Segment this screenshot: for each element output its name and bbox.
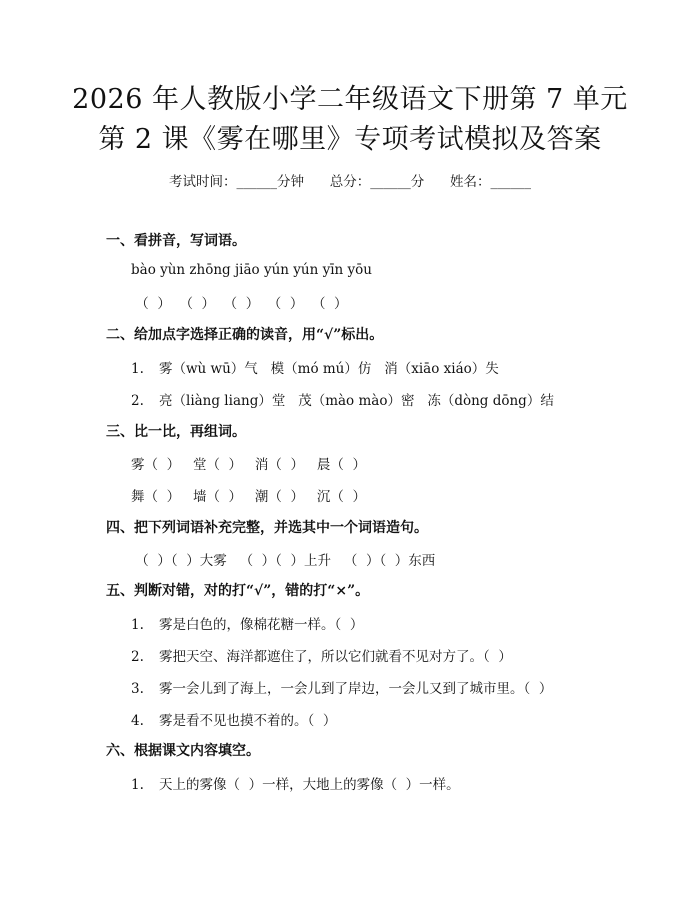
section-6-heading: 六、根据课文内容填空。 (106, 743, 260, 759)
item-text: 雾把天空、海洋都遮住了，所以它们就看不见对方了。（ ） (159, 649, 512, 665)
item-text: 雾是看不见也摸不着的。（ ） (159, 713, 337, 729)
section-3-heading: 三、比一比，再组词。 (106, 424, 246, 440)
item-number: 3. (131, 681, 144, 697)
section-5-item-1 (131, 613, 363, 633)
section-1-heading: 一、看拼音，写词语。 (106, 233, 246, 249)
section-1-blanks: （ ） （ ） （ ） （ ） （ ） (131, 296, 348, 312)
item-text: 雾一会儿到了海上，一会儿到了岸边，一会儿又到了城市里。（ ） (159, 681, 553, 697)
section-2-heading: 二、给加点字选择正确的读音，用“√”标出。 (106, 327, 384, 343)
item-number: 2. (131, 393, 144, 409)
item-number: 2. (131, 649, 144, 665)
item-text: 亮（liàng liang）堂 茂（mào mào）密 冻（dòng dōng）结 (159, 393, 554, 409)
section-4-row: （ ）（ ）大雾 （ ）（ ）上升 （ ）（ ）东西 (131, 553, 436, 569)
page-title-line1: 2026 年人教版小学二年级语文下册第 7 单元 (72, 84, 628, 115)
exam-info: 考试时间：______分钟 总分：______分 姓名：______ (169, 174, 531, 190)
item-text: 天上的雾像（ ）一样，大地上的雾像（ ）一样。 (159, 777, 460, 793)
section-2-item-2 (131, 389, 554, 409)
section-5-item-4 (131, 709, 336, 729)
item-number: 1. (131, 777, 144, 793)
section-5-item-3 (131, 677, 552, 697)
section-3-row-2: 舞（ ） 墙（ ） 潮（ ） 沉（ ） (131, 489, 366, 505)
section-5-heading: 五、判断对错，对的打“√”，错的打“×”。 (106, 583, 370, 599)
section-4-heading: 四、把下列词语补充完整，并选其中一个词语造句。 (106, 520, 428, 536)
section-6-item-1 (131, 773, 460, 793)
item-text: 雾是白色的，像棉花糖一样。（ ） (159, 617, 364, 633)
item-number: 1. (131, 617, 144, 633)
section-1-pinyin: bào yùn zhōng jiāo yún yún yīn yōu (131, 262, 372, 278)
item-text: 雾（wù wū）气 模（mó mú）仿 消（xiāo xiáo）失 (159, 361, 499, 377)
section-3-row-1: 雾（ ） 堂（ ） 消（ ） 晨（ ） (131, 457, 366, 473)
section-2-item-1 (131, 357, 499, 377)
section-5-item-2 (131, 645, 512, 665)
page-title-line2: 第 2 课《雾在哪里》专项考试模拟及答案 (98, 124, 602, 155)
item-number: 1. (131, 361, 144, 377)
item-number: 4. (131, 713, 144, 729)
